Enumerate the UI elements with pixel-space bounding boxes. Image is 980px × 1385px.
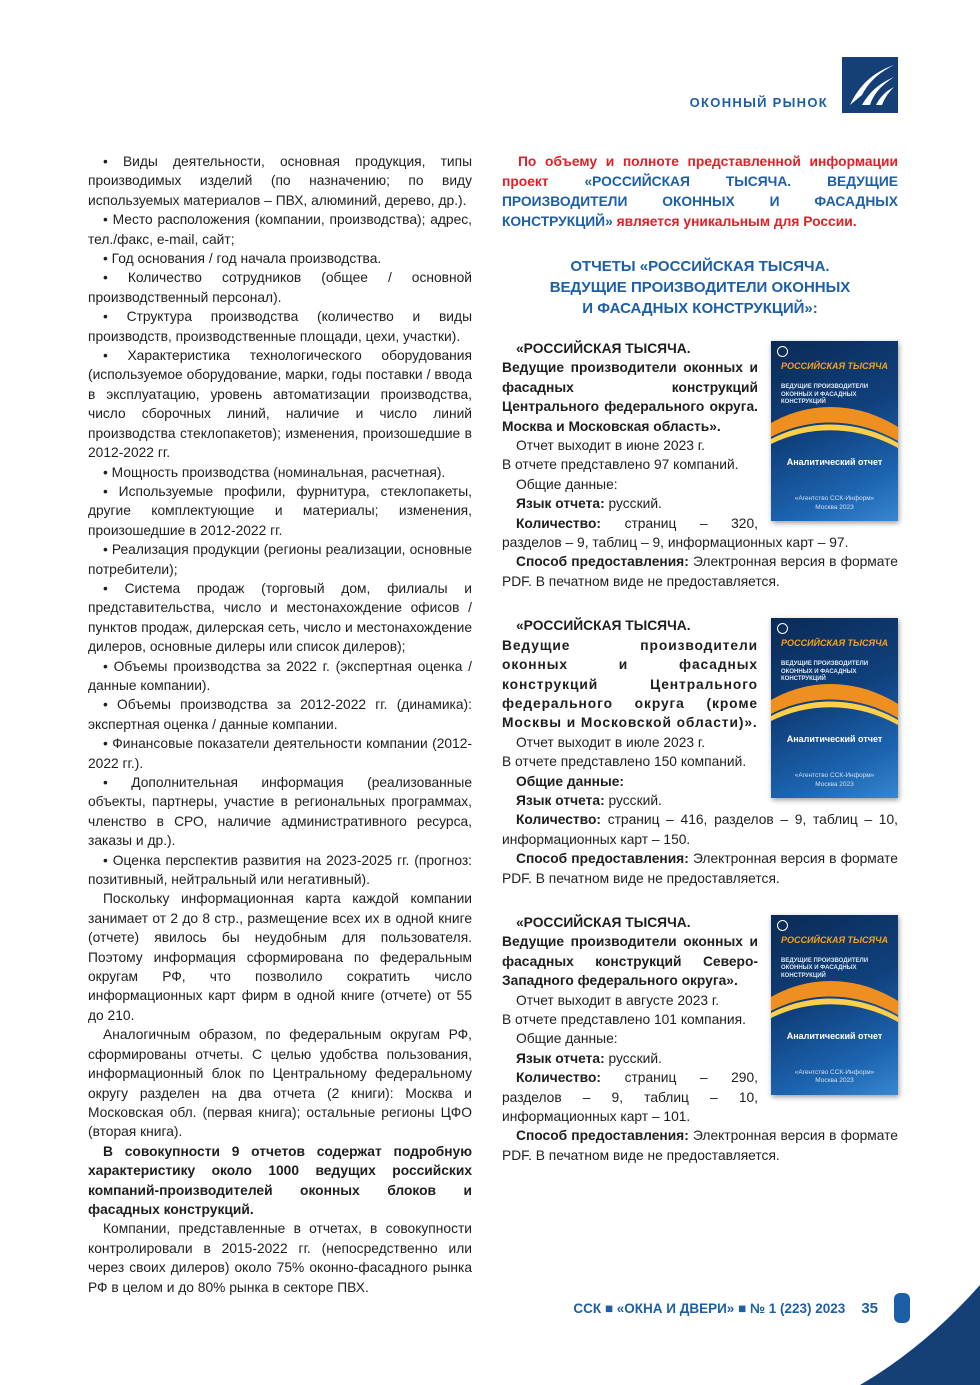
intro-paragraph <box>502 152 898 232</box>
report-quantity-label: Количество: <box>516 1070 602 1086</box>
report-general-data-label-text: Общие данные: <box>516 773 625 789</box>
right-column <box>502 152 898 1297</box>
report-delivery-value: Электронная версия в формате PDF. В печатном виде не предоставляется. <box>502 1128 898 1163</box>
content-columns <box>88 152 898 1297</box>
intro-segment: По объему и полноте представленной информации проект <box>502 154 898 189</box>
cover-publisher-name: «Агентство ССК-Информ» <box>794 1068 875 1076</box>
report-release-date: Отчет выходит в августе 2023 г. <box>516 992 720 1008</box>
bullet-item: • Дополнительная информация (реализованные объекты, партнеры, участие в региональных программах, членство в СРО, наличие административного ресурса, заказы и др.). <box>88 773 472 851</box>
report-delivery <box>502 552 898 591</box>
report-delivery <box>502 849 898 888</box>
heading-line: ВЕДУЩИЕ ПРОИЗВОДИТЕЛИ ОКОННЫХ <box>549 279 851 296</box>
cover-publisher <box>771 1069 898 1086</box>
report-delivery-label: Способ предоставления: <box>516 1128 689 1144</box>
report-cover-image <box>771 341 898 521</box>
bullet-item: • Система продаж (торговый дом, филиалы и представительства, число и местонахождение офисов / пунктов продаж, дилерская сеть, число и местонахождение дилеров, основные дилеры или список дилеров); <box>88 579 472 657</box>
bullet-item: • Используемые профили, фурнитура, стеклопакеты, другие комплектующие и материалы; изменения, произошедшие в 2012-2022 гг. <box>88 482 472 540</box>
report-language-label: Язык отчета: <box>516 496 605 512</box>
cover-city-year: Москва 2023 <box>815 503 854 511</box>
bullet-item: • Оценка перспектив развития на 2023-2025 гг. (прогноз: позитивный, нейтральный или негативный). <box>88 851 472 890</box>
bullet-item: • Финансовые показатели деятельности компании (2012-2022 гг.). <box>88 734 472 773</box>
journal-info: ССК ■ «ОКНА И ДВЕРИ» ■ № 1 (223) 2023 <box>573 1300 846 1316</box>
report-title: Ведущие производители оконных и фасадных конструкций Северо-Западного федерального округа». <box>502 934 758 989</box>
cover-publisher <box>771 495 898 512</box>
report-title-brand: «РОССИЙСКАЯ ТЫСЯЧА. <box>516 341 691 356</box>
report-language-label: Язык отчета: <box>516 792 605 808</box>
report-general-data-label: Общие данные: <box>516 476 618 492</box>
reports-section-heading <box>502 256 898 319</box>
page-number: 35 <box>861 1299 878 1317</box>
bullet-item: • Структура производства (количество и виды производств, производственные площади, цехи, участки). <box>88 307 472 346</box>
report-delivery <box>502 1126 898 1165</box>
report-delivery-value: Электронная версия в формате PDF. В печатном виде не предоставляется. <box>502 554 898 589</box>
bullet-item: • Место расположения (компании, производства); адрес, тел./факс, e-mail, сайт; <box>88 210 472 249</box>
report-language-label: Язык отчета: <box>516 1050 605 1066</box>
bullet-item: • Год основания / год начала производства. <box>88 249 472 268</box>
cover-publisher <box>771 772 898 789</box>
cover-publisher-name: «Агентство ССК-Информ» <box>794 495 875 502</box>
bullet-item: • Виды деятельности, основная продукция, типы производимых изделий (по назначению; по виду используемых материалов – ПВХ, алюминий, дерево, др.). <box>88 152 472 210</box>
cover-city-year: Москва 2023 <box>815 780 854 788</box>
left-column <box>88 152 472 1297</box>
cover-publisher-name: «Агентство ССК-Информ» <box>794 772 875 780</box>
report-quantity-label: Количество: <box>516 812 602 828</box>
cover-subtitle: ВЕДУЩИЕ ПРОИЗВОДИТЕЛИ ОКОННЫХ И ФАСАДНЫХ КОНСТРУКЦИЙ <box>781 384 869 405</box>
cover-brand-title: РОССИЙСКАЯ ТЫСЯЧА <box>781 934 888 945</box>
report-title-brand: «РОССИЙСКАЯ ТЫСЯЧА. <box>516 618 691 634</box>
body-paragraph: Поскольку информационная карта каждой компании занимает от 2 до 8 стр., размещение всех их в одной книге (отчете) явилось бы неудобным для пользователя. Поэтому информация сформирована по федеральным округам РФ, что позволило сократить число информационных карт фирм в одной книге (отчете) от 55 до 210. <box>88 891 472 1023</box>
report-delivery-label: Способ предоставления: <box>516 554 689 570</box>
report-companies-count: В отчете представлено 101 компания. <box>502 1012 746 1027</box>
cover-report-type: Аналитический отчет <box>786 457 883 467</box>
report-language-value: русский. <box>608 496 662 512</box>
report-title: Ведущие производители оконных и фасадных конструкций Центрального федерального округа. Москва и Московская область». <box>502 360 758 434</box>
report-language-value: русский. <box>608 792 662 808</box>
report-delivery-label: Способ предоставления: <box>516 851 689 867</box>
intro-segment-project-name: «РОССИЙСКАЯ ТЫСЯЧА. ВЕДУЩИЕ ПРОИЗВОДИТЕЛИ ОКОННЫХ И ФАСАДНЫХ КОНСТРУКЦИЙ» <box>502 174 898 229</box>
bullet-item: • Мощность производства (номинальная, расчетная). <box>88 463 472 482</box>
cover-swoosh-icon <box>771 915 898 1095</box>
body-paragraph: Аналогичным образом, по федеральным округам РФ, сформированы отчеты. С целью удобства пользования, информационный блок по Центральному федеральному округу разделен на два отчета (2 книги): Москва и Московская обл. (первая книга); остальные регионы ЦФО (вторая книга). <box>88 1027 472 1140</box>
bullet-item: • Реализация продукции (регионы реализации, основные потребители); <box>88 540 472 579</box>
bullet-item: • Объемы производства за 2012-2022 гг. (динамика): экспертная оценка / данные компании. <box>88 695 472 734</box>
report-companies-count: В отчете представлено 150 компаний. <box>502 754 747 770</box>
cover-swoosh-icon <box>771 341 898 521</box>
cover-report-type: Аналитический отчет <box>786 734 883 745</box>
report-release-date: Отчет выходит в июне 2023 г. <box>516 438 705 454</box>
bullet-item: • Объемы производства за 2022 г. (экспертная оценка / данные компании). <box>88 657 472 696</box>
report-release-date: Отчет выходит в июле 2023 г. <box>516 734 706 750</box>
intro-segment: является уникальным для России. <box>612 214 857 229</box>
report-companies-count: В отчете представлено 97 компаний. <box>502 457 739 473</box>
cover-report-type: Аналитический отчет <box>786 1030 883 1041</box>
report-quantity-value: страниц – 290, разделов – 9, таблиц – 10, информационных карт – 101. <box>502 1070 758 1125</box>
heading-line: И ФАСАДНЫХ КОНСТРУКЦИЙ»: <box>582 300 818 317</box>
report-quantity <box>502 810 898 849</box>
report-card <box>502 913 898 1165</box>
corner-decoration <box>860 1285 980 1385</box>
cover-subtitle: ВЕДУЩИЕ ПРОИЗВОДИТЕЛИ ОКОННЫХ И ФАСАДНЫХ КОНСТРУКЦИЙ <box>781 957 869 979</box>
report-cover-image <box>771 915 898 1095</box>
bullet-item: • Характеристика технологического оборудования (используемое оборудование, марки, годы поставки / ввода в эксплуатацию, уровень автоматизации производства, число сборочных линий, наличие и число линий производства стеклопакетов); изменения, произошедшие в 2012-2022 гг. <box>88 346 472 462</box>
bullet-item: • Количество сотрудников (общее / основной производственный персонал). <box>88 268 472 307</box>
report-general-data-label: Общие данные: <box>516 1031 618 1047</box>
report-cover-image <box>771 618 898 798</box>
report-language-value: русский. <box>608 1050 662 1066</box>
publisher-logo-icon <box>842 57 898 113</box>
report-title: Ведущие производители оконных и фасадных конструкций Центрального федерального округа (кроме Москвы и Московской области)». <box>502 637 758 731</box>
report-delivery-value: Электронная версия в формате PDF. В печатном виде не предоставляется. <box>502 851 898 886</box>
cover-swoosh-icon <box>771 618 898 798</box>
report-quantity-label: Количество: <box>516 515 602 531</box>
heading-line: ОТЧЕТЫ «РОССИЙСКАЯ ТЫСЯЧА. <box>570 258 830 275</box>
body-paragraph-bold: В совокупности 9 отчетов содержат подробную характеристику около 1000 ведущих российских компаний-производителей оконных блоков и фасадных конструкций. <box>88 1143 472 1217</box>
report-title-brand: «РОССИЙСКАЯ ТЫСЯЧА. <box>516 914 691 930</box>
section-title: ОКОННЫЙ РЫНОК <box>689 95 828 110</box>
report-card <box>502 616 898 888</box>
cover-brand-title: РОССИЙСКАЯ ТЫСЯЧА <box>781 638 888 649</box>
report-card <box>502 339 898 591</box>
report-quantity-value: страниц – 320, разделов – 9, таблиц – 9, информационных карт – 97. <box>502 515 849 551</box>
cover-subtitle: ВЕДУЩИЕ ПРОИЗВОДИТЕЛИ ОКОННЫХ И ФАСАДНЫХ КОНСТРУКЦИЙ <box>781 661 869 683</box>
cover-city-year: Москва 2023 <box>815 1077 854 1085</box>
cover-brand-title: РОССИЙСКАЯ ТЫСЯЧА <box>781 361 888 371</box>
body-paragraph: Компании, представленные в отчетах, в совокупности контролировали в 2015-2022 гг. (непосредственно или через своих дилеров) около 75% оконно-фасадного рынка РФ в целом и до 80% рынка в секторе ПВХ. <box>88 1221 472 1295</box>
report-quantity-value: страниц – 416, разделов – 9, таблиц – 10, информационных карт – 150. <box>502 812 898 847</box>
